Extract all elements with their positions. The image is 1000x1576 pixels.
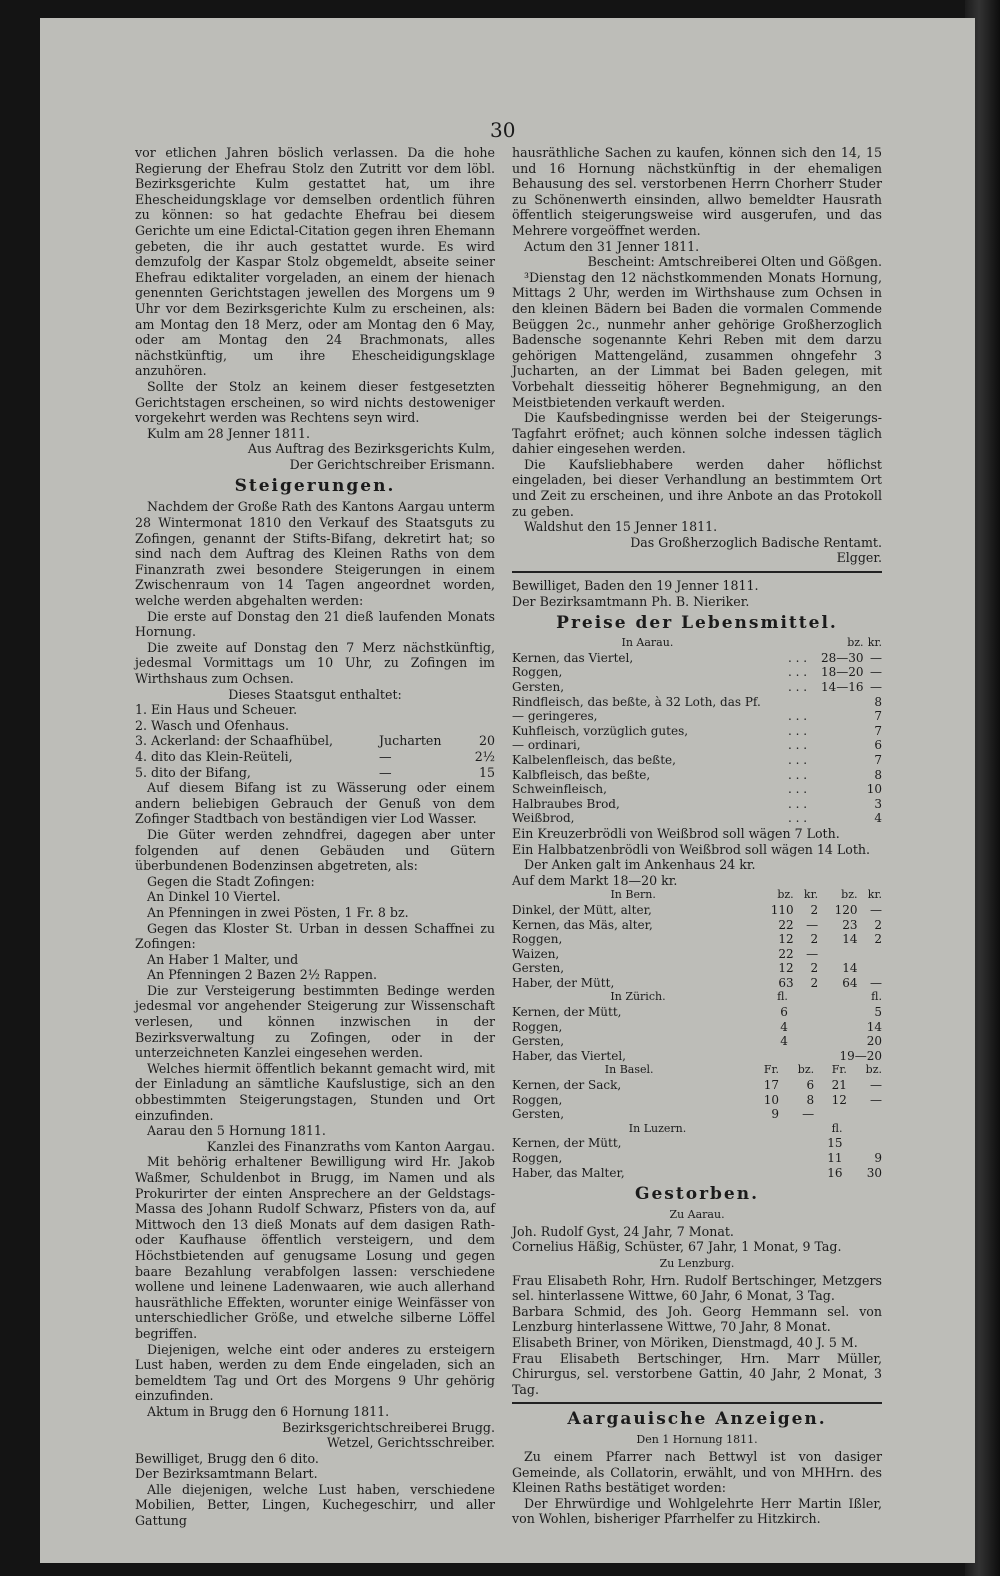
subheading: Zu Lenzburg. xyxy=(659,1256,735,1270)
signature-line: Kanzlei des Finanzraths vom Kanton Aargau. xyxy=(206,1138,495,1154)
table-row: Schweinfleisch, . . . 10 xyxy=(512,782,882,797)
list-item: 1. Ein Haus und Scheuer. xyxy=(135,702,298,718)
price-table-zuerich: In Zürich. fl. fl. Kernen, der Mütt, 6 5 Roggen, 4 14 Gersten, 4 20 Haber, das Viertel, 19—20 xyxy=(512,990,882,1063)
price-note: Der Anken galt im Ankenhaus 24 kr. xyxy=(524,857,756,873)
table-row: Kernen, der Sack, 17 6 21 — xyxy=(512,1078,882,1093)
table-label: In Basel. xyxy=(604,1063,654,1077)
paragraph: Die zur Versteigerung bestimmten Bedinge werden jedesmal vor angehender Steigerung zur Wissenschaft verlesen, und können inzwischen in der Bezirksverwaltung zu Zofingen, oder in der unterzeichneten Kanzlei eingesehen werden. xyxy=(135,982,495,1061)
price-note: Auf dem Markt 18—20 kr. xyxy=(512,872,678,888)
paragraph: Mit behörig erhaltener Bewilligung wird Hr. Jakob Waßmer, Schuldenbot in Brugg, im Namen und als Prokurirter der einten Ansprechere an der Geldstags-Massa des Johann Rudolf Schwarz, Pfisters von da, auf Mittwoch den 13 dieß Monats auf dem dasigen Rath- oder Kaufhause öffentlich versteigern, und dem Höchstbietenden auf genugsame Losung und gegen baare Bezahlung verabfolgen lassen: verschiedene wollene und leinene Ladenwaaren, wie auch allerhand hausräthliche Effekten, worunter einige Weinfässer von unterschiedlicher Größe, und etwelche silberne Löffel begriffen. xyxy=(135,1154,495,1341)
death-notice: Cornelius Häßig, Schüster, 67 Jahr, 1 Monat, 9 Tag. xyxy=(512,1239,842,1255)
paragraph: Welches hiermit öffentlich bekannt gemacht wird, mit der Einladung an sämtliche Kaufslustige, sich an den obbestimmten Steigerungstagen, Stunden und Ort einzufinden. xyxy=(135,1060,495,1123)
price-table-luzern: In Luzern. fl. Kernen, der Mütt, 15 Roggen, 11 9 Haber, das Malter, 16 30 xyxy=(512,1121,882,1180)
table-row: Kernen, der Mütt, 15 xyxy=(512,1136,843,1151)
signature-line: Bescheint: Amtschreiberei Olten und Gößgen. xyxy=(587,254,882,270)
paragraph: Gegen die Stadt Zofingen: xyxy=(147,873,315,889)
subheading: Zu Aarau. xyxy=(669,1208,725,1222)
signature-line: Elgger. xyxy=(836,550,882,566)
paragraph: Zu einem Pfarrer nach Bettwyl ist von dasiger Gemeinde, als Collatorin, erwählt, und von MHHrn. des Kleinen Raths bestätiget worden: xyxy=(512,1448,882,1496)
death-notice: Elisabeth Briner, von Möriken, Dienstmagd, 40 J. 5 M. xyxy=(512,1334,858,1350)
table-label: In Aarau. xyxy=(621,636,674,650)
paragraph: Diejenigen, welche eint oder anderes zu ersteigern Lust haben, werden zu dem Ende eingeladen, sich an bemeldtem Tag und Ort des Morgens 9 Uhr gehörig einzufinden. xyxy=(135,1341,495,1404)
table-row: Roggen, . . . 18—20 — xyxy=(512,665,882,680)
column-header: kr. xyxy=(867,636,882,650)
section-heading-prices: Preise der Lebensmittel. xyxy=(556,613,838,634)
table-row: Rindfleisch, das beßte, à 32 Loth, das Pf. 8 xyxy=(512,694,882,709)
price-table-bern: In Bern. bz. kr. bz. kr. Dinkel, der Mütt, alter, 110 2 120 — Kernen, das Mäs, alter, 22 — 23 2 Roggen, 12 2 14 2 Waizen, 22 — Gersten, 12 2 14 Haber, der Mütt, 63 2 64 — xyxy=(512,888,882,990)
table-label: In Luzern. xyxy=(628,1121,687,1135)
paragraph: Der Bezirksamtmann Ph. B. Nieriker. xyxy=(512,593,750,609)
table-row: Roggen, 12 2 14 2 xyxy=(512,932,882,947)
table-row: Gersten, 12 2 14 xyxy=(512,961,858,976)
table-row: Roggen, 10 8 12 — xyxy=(512,1092,882,1107)
paragraph: Nachdem der Große Rath des Kantons Aargau unterm 28 Wintermonat 1810 den Verkauf des Staatsguts zu Zofingen, genannt der Stifts-Bifang, dekretirt hat; so sind nach dem Auftrag des Kleinen Raths von dem Finanzrath zwei besondere Steigerungen in einem Zwischenraum von 14 Tagen angeordnet worden, welche werden abgehalten werden: xyxy=(135,499,495,609)
table-row: Kalbfleisch, das beßte, . . . 8 xyxy=(512,767,882,782)
right-column xyxy=(512,145,882,1527)
dateline: Kulm am 28 Jenner 1811. xyxy=(147,425,310,441)
page-number: 30 xyxy=(490,118,516,142)
signature-line: Bezirksgerichtschreiberei Brugg. xyxy=(282,1419,495,1435)
table-row: Weißbrod, . . . 4 xyxy=(512,811,882,826)
table-row: Kernen, das Mäs, alter, 22 — 23 2 xyxy=(512,917,882,932)
paragraph: An Pfenningen in zwei Pösten, 1 Fr. 8 bz. xyxy=(147,904,409,920)
price-note: Ein Halbbatzenbrödli von Weißbrod soll wägen 14 Loth. xyxy=(512,841,871,857)
signature-line: Der Gerichtschreiber Erismann. xyxy=(289,456,495,472)
table-label: In Bern. xyxy=(610,888,656,902)
death-notice: Joh. Rudolf Gyst, 24 Jahr, 7 Monat. xyxy=(512,1223,734,1239)
table-row: Dinkel, der Mütt, alter, 110 2 120 — xyxy=(512,902,882,917)
price-table-basel: In Basel. Fr. bz. Fr. bz. Kernen, der Sack, 17 6 21 — Roggen, 10 8 12 — Gersten, 9 — xyxy=(512,1063,882,1122)
paragraph: An Pfenningen 2 Bazen 2½ Rappen. xyxy=(147,967,377,983)
paragraph: An Haber 1 Malter, und xyxy=(147,951,299,967)
left-column xyxy=(135,145,495,1529)
list-item: 3. Ackerland: der Schaafhübel, Jucharten 20 xyxy=(135,733,495,749)
paragraph: Die Kaufsliebhabere werden daher höflichst eingeladen, bei dieser Verhandlung an bestimmtem Ort und Zeit zu erscheinen, und ihre Anbote an das Protokoll zu geben. xyxy=(512,456,882,519)
divider xyxy=(512,571,882,573)
paragraph: Sollte der Stolz an keinem dieser festgesetzten Gerichtstagen erscheinen, so wird nichts destoweniger vorgekehrt werden was Rechtens seyn wird. xyxy=(135,378,495,426)
table-row: Gersten, . . . 14—16 — xyxy=(512,680,882,694)
table-row: Haber, das Viertel, 19—20 xyxy=(512,1048,882,1063)
table-row: Haber, das Malter, 16 30 xyxy=(512,1165,882,1180)
table-row: — ordinari, . . . 6 xyxy=(512,738,882,753)
dateline: Waldshut den 15 Jenner 1811. xyxy=(524,519,718,535)
price-note: Ein Kreuzerbrödli von Weißbrod soll wägen 7 Loth. xyxy=(512,825,840,841)
list-item: 2. Wasch und Ofenhaus. xyxy=(135,717,290,733)
dateline: Aarau den 5 Hornung 1811. xyxy=(147,1123,326,1139)
table-row: Kernen, der Mütt, 6 5 xyxy=(512,1005,882,1020)
paragraph: Der Bezirksamtmann Belart. xyxy=(135,1466,318,1482)
table-row: Roggen, 4 14 xyxy=(512,1019,882,1034)
paragraph: Dieses Staatsgut enthaltet: xyxy=(228,686,402,702)
paragraph: hausräthliche Sachen zu kaufen, können sich den 14, 15 und 16 Hornung nächstkünftig in der ehemaligen Behausung des sel. verstorbenen Herrn Chorherr Studer zu Schönenwerth einsinden, allwo bemeldter Hausrath öffentlich steigerungsweise wird ausgerufen, und das Mehrere vorgeöffnet werden. xyxy=(512,145,882,238)
table-row: Gersten, 9 — xyxy=(512,1107,815,1122)
subheading: Den 1 Hornung 1811. xyxy=(636,1433,758,1447)
signature-line: Das Großherzoglich Badische Rentamt. xyxy=(630,534,882,550)
table-row: Kernen, das Viertel, . . . 28—30 — xyxy=(512,650,882,665)
column-header: bz. xyxy=(847,636,864,650)
table-row: Kuhfleisch, vorzüglich gutes, . . . 7 xyxy=(512,723,882,738)
paragraph: An Dinkel 10 Viertel. xyxy=(147,889,281,905)
table-row: Roggen, 11 9 xyxy=(512,1151,882,1165)
paragraph: Die erste auf Donstag den 21 dieß laufenden Monats Hornung. xyxy=(135,608,495,640)
paragraph: Bewilliget, Baden den 19 Jenner 1811. xyxy=(512,578,759,594)
list-item: 4. dito das Klein-Reüteli, — 2½ xyxy=(135,748,495,764)
paragraph: Die zweite auf Donstag den 7 Merz nächstkünftig, jedesmal Vormittags um 10 Uhr, zu Zofingen im Wirthshaus zum Ochsen. xyxy=(135,639,495,686)
dateline: Aktum in Brugg den 6 Hornung 1811. xyxy=(147,1403,390,1419)
death-notice: Frau Elisabeth Rohr, Hrn. Rudolf Bertschinger, Metzgers sel. hinterlassene Wittwe, 60 Jahr, 6 Monat, 3 Tag. xyxy=(512,1272,882,1304)
section-heading-gestorben: Gestorben. xyxy=(634,1184,760,1205)
table-row: Waizen, 22 — xyxy=(512,946,819,961)
paragraph: Bewilliget, Brugg den 6 dito. xyxy=(135,1450,319,1466)
section-heading-anzeigen: Aargauische Anzeigen. xyxy=(567,1409,827,1430)
paragraph: ³Dienstag den 12 nächstkommenden Monats Hornung, Mittags 2 Uhr, werden im Wirthshause zum Ochsen in den kleinen Bädern bei Baden die vormalen Commende Beüggen 2c., nunmehr anher gehörige Großherzoglich Badensche sogenannte Kehri Reben mit dem darzu gehörigen Mattengeländ, zusammen ohngefehr 3 Jucharten, an der Limmat bei Baden gelegen, mit Vorbehalt diesseitig höherer Begnehmigung, an den Meistbietenden verkauft werden. xyxy=(512,269,882,410)
paragraph: Alle diejenigen, welche Lust haben, verschiedene Mobilien, Better, Lingen, Kuchegeschirr, und aller Gattung xyxy=(135,1481,495,1529)
dateline: Actum den 31 Jenner 1811. xyxy=(524,238,700,254)
signature-line: Wetzel, Gerichtsschreiber. xyxy=(326,1435,495,1451)
paragraph: Auf diesem Bifang ist zu Wässerung oder einem andern beliebigen Gebrauch der Genuß von dem Zofinger Stadtbach von beständigen vier Lod Wasser. xyxy=(135,780,495,827)
table-row: — geringeres, . . . 7 xyxy=(512,709,882,724)
price-table-aarau xyxy=(512,636,882,826)
paragraph: Der Ehrwürdige und Wohlgelehrte Herr Martin Ißler, von Wohlen, bisheriger Pfarrhelfer zu Hitzkirch. xyxy=(512,1495,882,1527)
table-row: Halbraubes Brod, . . . 3 xyxy=(512,796,882,811)
divider xyxy=(512,1402,882,1404)
property-list xyxy=(135,702,495,780)
paragraph: Die Kaufsbedingnisse werden bei der Steigerungs-Tagfahrt eröfnet; auch können solche indessen täglich dahier eingesehen werden. xyxy=(512,410,882,457)
section-heading-steigerungen: Steigerungen. xyxy=(234,476,396,497)
table-row: Haber, der Mütt, 63 2 64 — xyxy=(512,975,882,990)
table-row: Gersten, 4 20 xyxy=(512,1034,882,1049)
signature-line: Aus Auftrag des Bezirksgerichts Kulm, xyxy=(247,441,495,457)
table-label: In Zürich. xyxy=(610,990,666,1004)
table-row: Kalbelenfleisch, das beßte, . . . 7 xyxy=(512,752,882,767)
paragraph: Die Güter werden zehndfrei, dagegen aber unter folgenden auf denen Gebäuden und Gütern überbundenen Bodenzinsen abgetreten, als: xyxy=(135,826,495,874)
death-notice: Barbara Schmid, des Joh. Georg Hemmann sel. von Lenzburg hinterlassene Wittwe, 70 Jahr, 8 Monat. xyxy=(512,1303,882,1335)
paragraph: vor etlichen Jahren böslich verlassen. Da die hohe Regierung der Ehefrau Stolz den Zutritt vor dem löbl. Bezirksgerichte Kulm gestattet hat, um ihre Ehescheidungsklage vor demselben ordentlich führen zu können: so hat gedachte Ehefrau bei diesem Gerichte um eine Edictal-Citation gegen ihren Ehemann gebeten, die ihr auch gestattet wurde. Es wird demzufolg der Kaspar Stolz obgemeldt, abseite seiner Ehefrau ediktaliter vorgeladen, an einem der hienach genennten Gerichtstagen jewellen des Morgens um 9 Uhr vor dem Bezirksgerichte Kulm zu erscheinen, als: am Montag den 18 Merz, oder am Montag den 6 May, oder am Montag den 24 Brachmonats, alles nächstkünftig, um ihre Ehescheidigungsklage anzuhören. xyxy=(135,145,495,379)
death-notice: Frau Elisabeth Bertschinger, Hrn. Marr Müller, Chirurgus, sel. verstorbene Gattin, 40 Jahr, 2 Monat, 3 Tag. xyxy=(512,1350,882,1397)
paragraph: Gegen das Kloster St. Urban in dessen Schaffnei zu Zofingen: xyxy=(135,920,495,952)
list-item: 5. dito der Bifang, — 15 xyxy=(135,764,495,780)
